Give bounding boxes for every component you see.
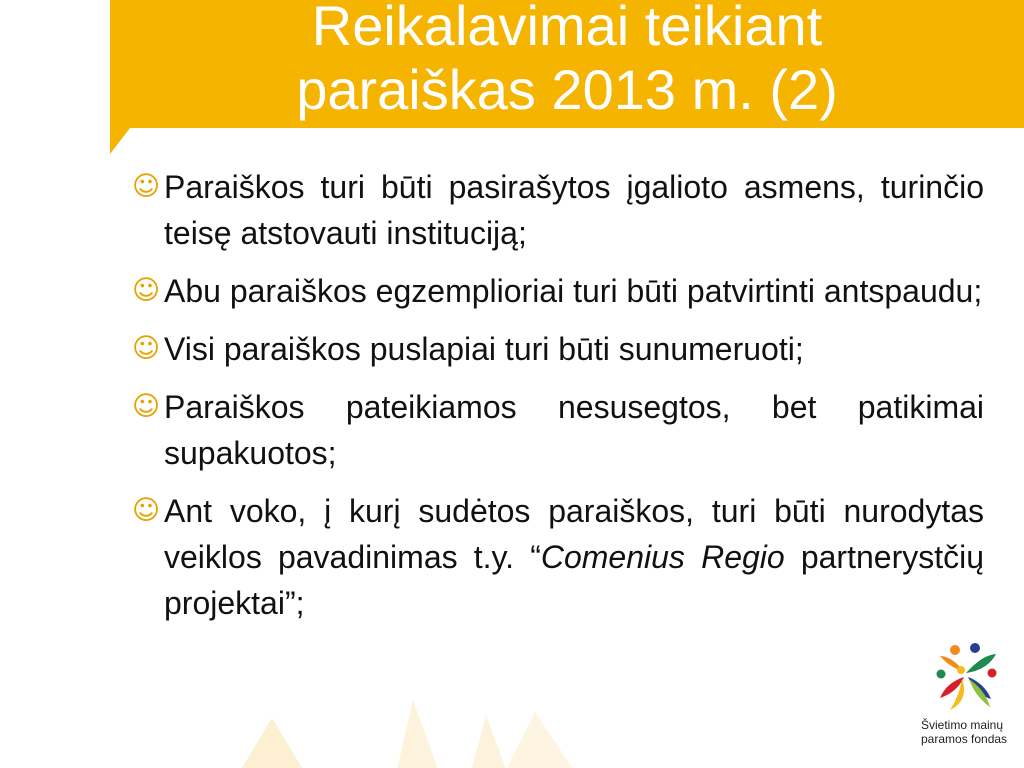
bullet-item xyxy=(132,488,984,626)
bullet-text: Paraiškos pateikiamos nesusegtos, bet patikimai supakuotos; xyxy=(164,389,984,471)
bullet-text: Paraiškos turi būti pasirašytos įgalioto asmens, turinčio teisę atstovauti instituciją; xyxy=(164,169,984,251)
logo-text-line-2: paramos fondas xyxy=(921,732,1008,746)
italic-program-name: Regio xyxy=(701,539,785,575)
slide-title-line-1: Reikalavimai teikiant xyxy=(311,0,823,57)
decorative-triangle xyxy=(470,715,508,768)
bullet-text-suffix: partnerystčių projektai”; xyxy=(164,539,985,621)
decorative-triangle xyxy=(505,712,575,768)
bullet-text: Abu paraiškos egzemplioriai turi būti patvirtinti antspaudu; xyxy=(164,273,983,309)
smiley-face-icon: ☺ xyxy=(132,391,161,422)
slide-title xyxy=(110,0,1024,128)
smiley-face-icon: ☺ xyxy=(132,171,161,202)
smiley-face-icon: ☺ xyxy=(132,495,161,526)
bullet-item xyxy=(132,384,984,476)
smiley-face-icon: ☺ xyxy=(132,275,161,306)
title-notch xyxy=(110,128,130,154)
organization-logo xyxy=(918,638,1016,762)
people-star-logo-icon xyxy=(924,638,1006,718)
bullet-item xyxy=(132,326,984,372)
decorative-triangle xyxy=(395,700,441,768)
bullet-item xyxy=(132,164,984,256)
logo-text-line-1: Švietimo mainų xyxy=(921,718,1004,732)
bullet-text xyxy=(164,488,984,626)
bullet-text-prefix: Ant voko, į kurį sudėtos paraiškos, turi būti nurodytas veiklos pavadinimas t.y. “ xyxy=(164,493,984,575)
italic-program-name: Comenius xyxy=(540,539,685,575)
bullet-text-space xyxy=(685,539,701,575)
bullet-list xyxy=(132,164,984,638)
slide-title-line-2: paraiškas 2013 m. (2) xyxy=(296,58,838,121)
bullet-item xyxy=(132,268,984,314)
decorative-triangle xyxy=(236,718,308,768)
smiley-face-icon: ☺ xyxy=(132,333,161,364)
bullet-text: Visi paraiškos puslapiai turi būti sunumeruoti; xyxy=(164,331,804,367)
